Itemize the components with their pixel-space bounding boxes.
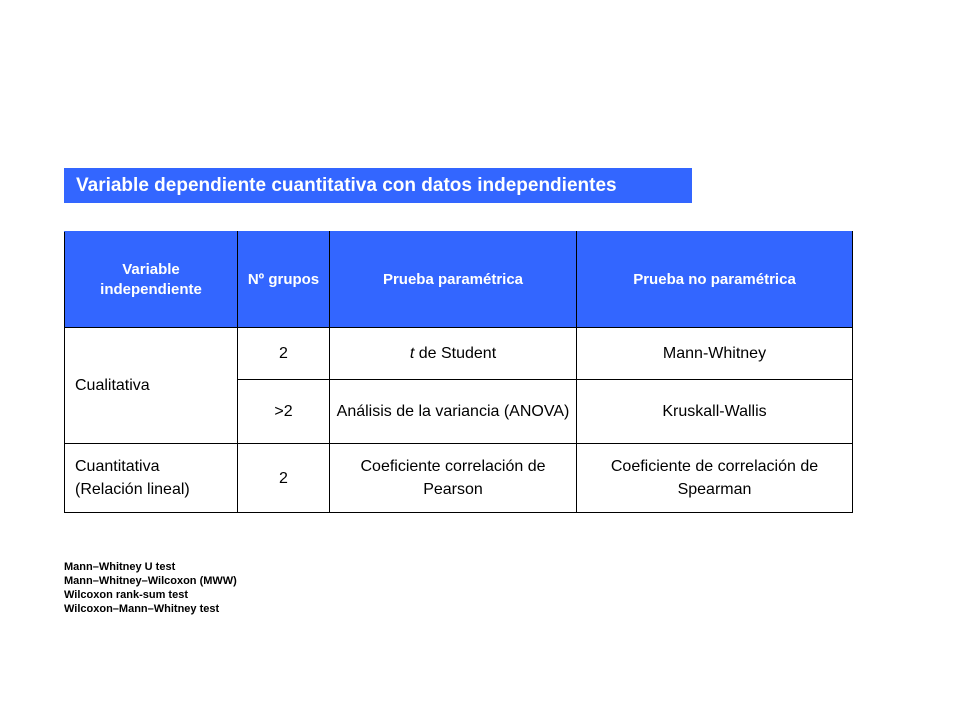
table-row <box>65 444 853 513</box>
header-prueba-no-parametrica: Prueba no paramétrica <box>577 232 853 328</box>
cell-variable-cualitativa: Cualitativa <box>65 328 238 444</box>
cell-nonparametric-test: Kruskall-Wallis <box>577 380 853 444</box>
note-line: Wilcoxon–Mann–Whitney test <box>64 603 220 615</box>
statistical-tests-table <box>64 231 853 513</box>
table-header-row <box>65 232 853 328</box>
cell-groups: 2 <box>238 328 330 380</box>
cell-groups: >2 <box>238 380 330 444</box>
test-name-notes <box>64 560 237 616</box>
note-line: Wilcoxon rank-sum test <box>64 589 188 601</box>
header-prueba-parametrica: Prueba paramétrica <box>330 232 577 328</box>
cell-variable-cuantitativa: Cuantitativa (Relación lineal) <box>65 444 238 513</box>
note-line: Mann–Whitney U test <box>64 561 176 573</box>
header-variable-independiente: Variable independiente <box>65 232 238 328</box>
cell-nonparametric-test: Mann-Whitney <box>577 328 853 380</box>
param-text: de Student <box>414 345 497 362</box>
slide-title: Variable dependiente cuantitativa con datos independientes <box>64 168 692 203</box>
cell-parametric-test: Análisis de la variancia (ANOVA) <box>330 380 577 444</box>
header-n-grupos: Nº grupos <box>238 232 330 328</box>
cell-groups: 2 <box>238 444 330 513</box>
cell-parametric-test: Coeficiente correlación de Pearson <box>330 444 577 513</box>
cell-nonparametric-test: Coeficiente de correlación de Spearman <box>577 444 853 513</box>
note-line: Mann–Whitney–Wilcoxon (MWW) <box>64 575 237 587</box>
table-row <box>65 328 853 380</box>
cell-parametric-test <box>330 328 577 380</box>
t-symbol: t <box>409 345 415 362</box>
